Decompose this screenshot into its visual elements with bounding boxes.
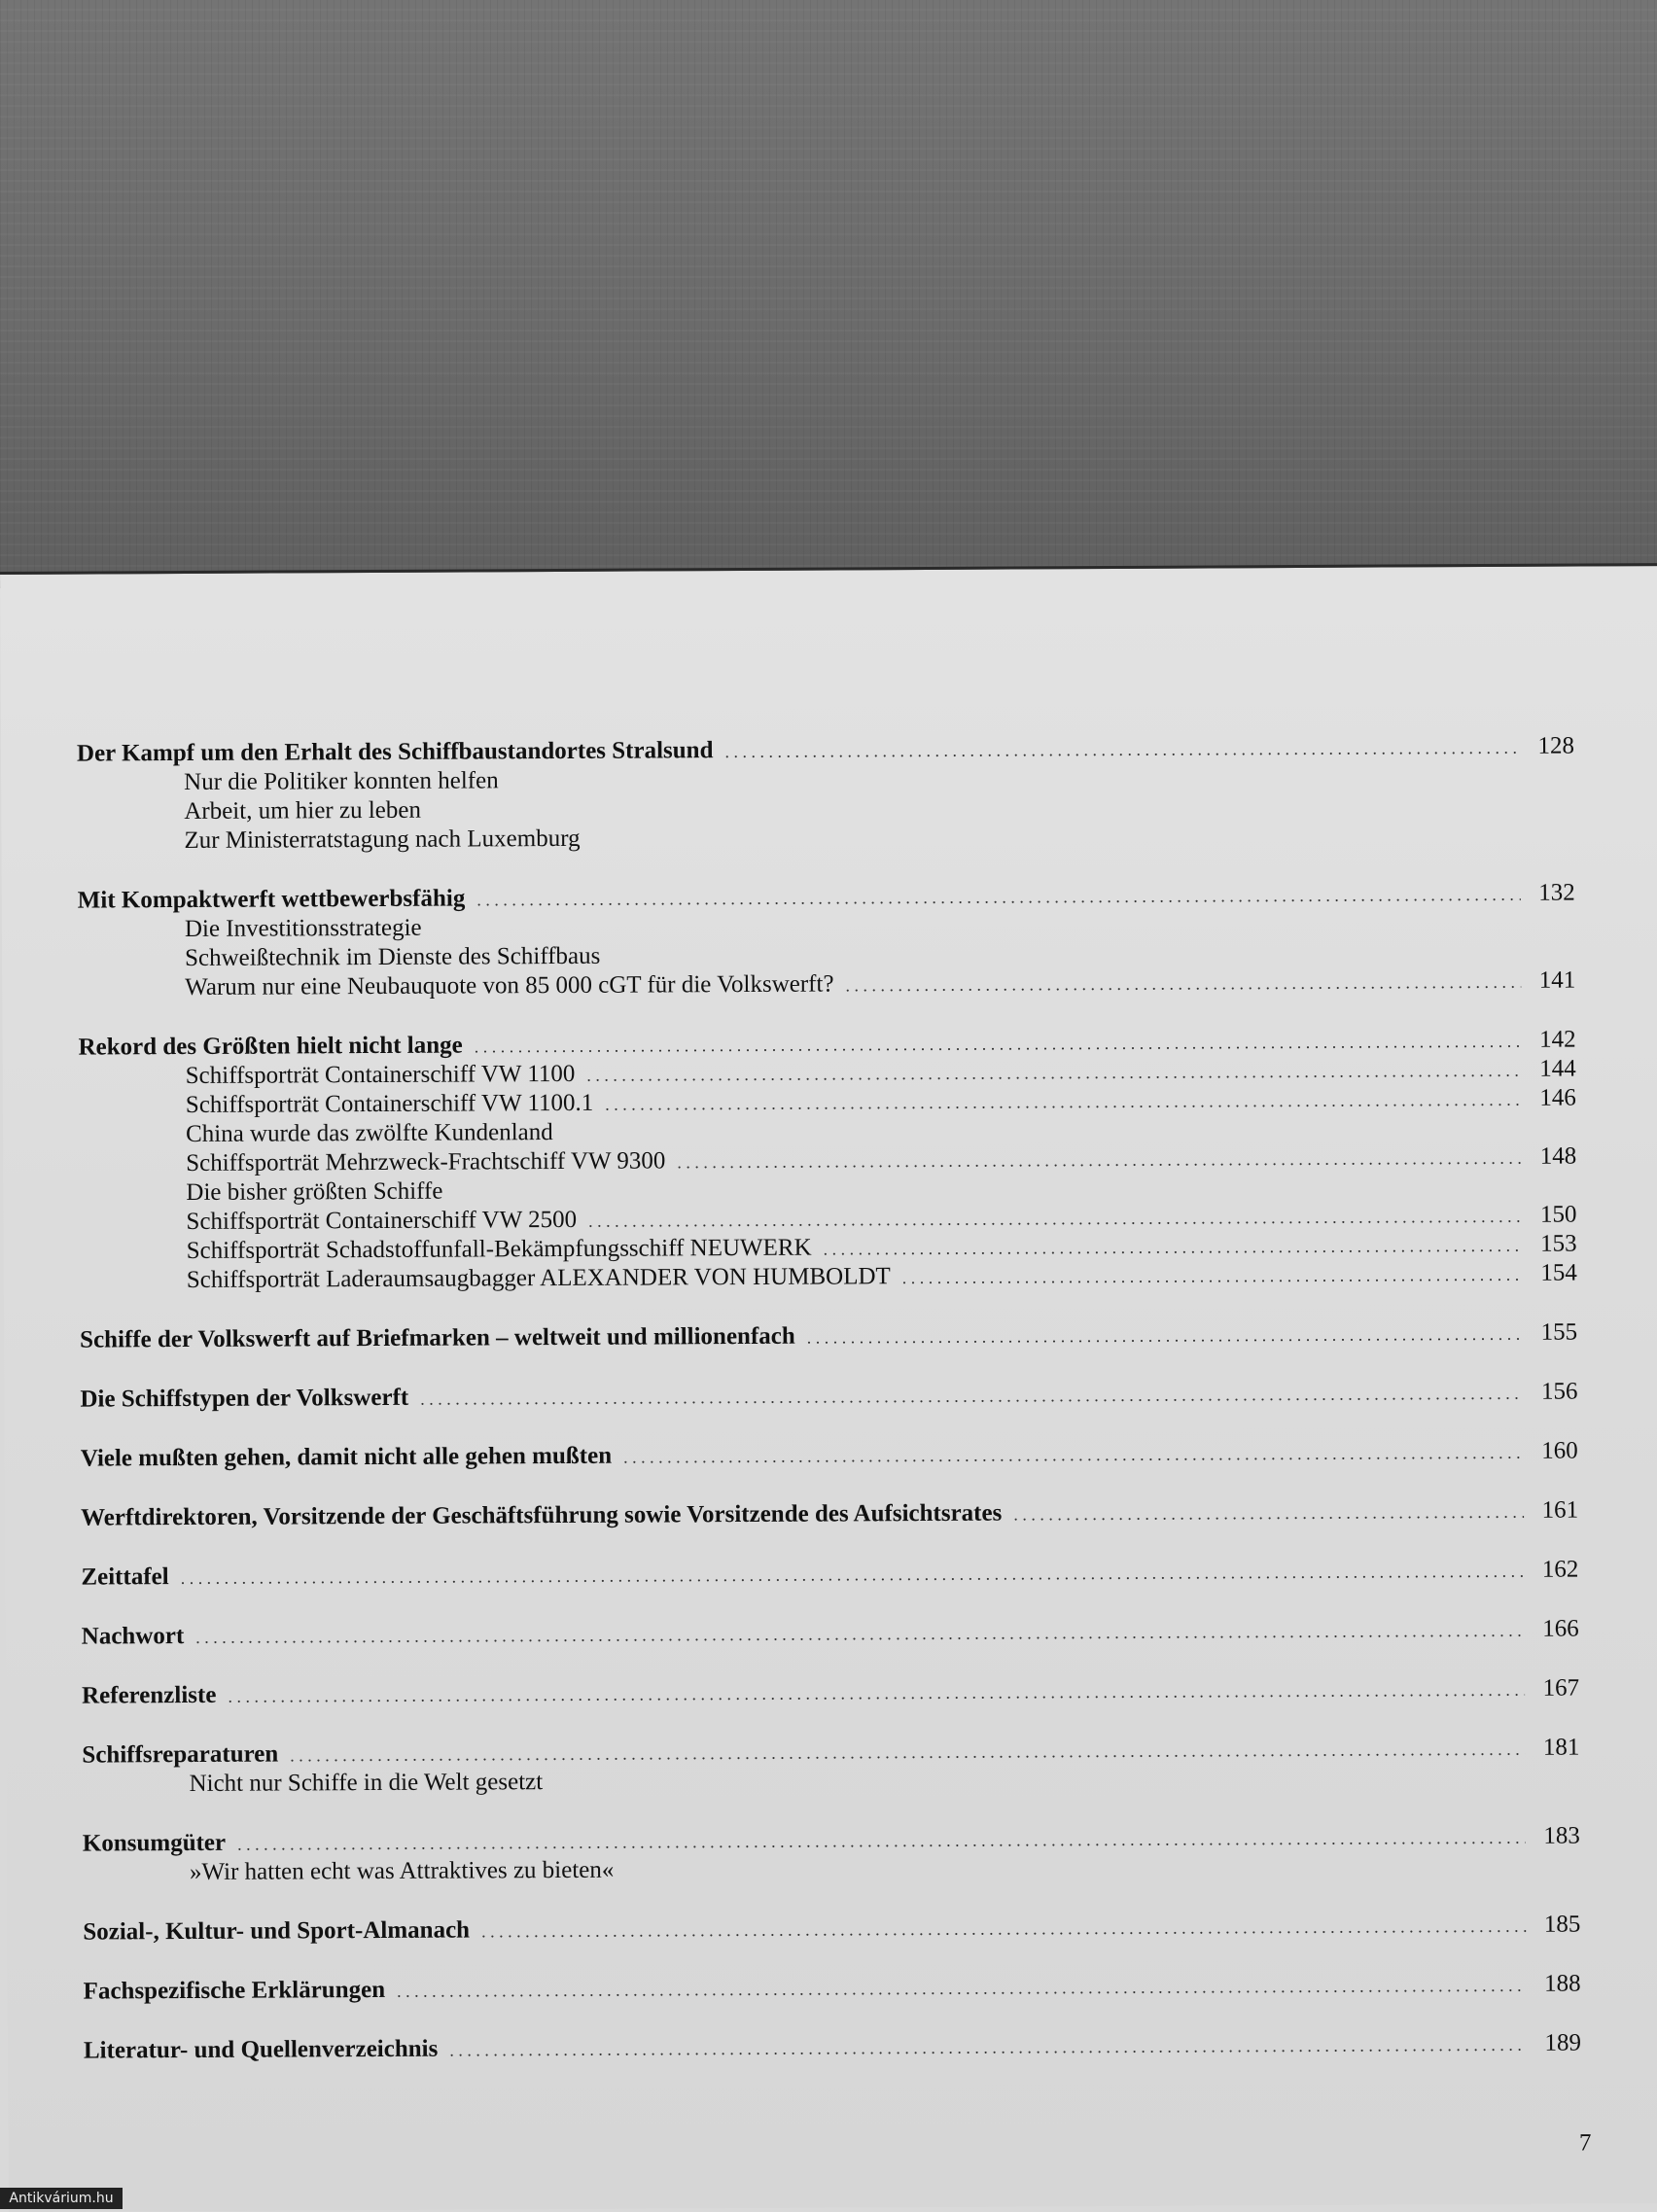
entry-page-number: 188 [1544, 1970, 1581, 1997]
entry-page-number: 183 [1543, 1822, 1580, 1849]
table-of-contents [77, 732, 1581, 2066]
contents-page [0, 563, 1657, 2212]
entry-page-number: 142 [1538, 1026, 1576, 1053]
dot-leader [807, 1318, 1524, 1352]
entry-page-number: 185 [1543, 1911, 1581, 1938]
entry-title: Konsumgüter [82, 1829, 227, 1857]
dot-leader [481, 1911, 1526, 1947]
entry-title: Viele mußten gehen, damit nicht alle gehen mußten [80, 1442, 613, 1472]
entry-title: Der Kampf um den Erhalt des Schiffbaustandortes Stralsund [76, 737, 714, 767]
entry-title: Schiffsreparaturen [82, 1740, 279, 1769]
dot-leader [449, 2029, 1527, 2065]
entry-page-number: 154 [1540, 1259, 1577, 1286]
watermark: Antikvárium.hu [0, 2188, 123, 2209]
entry-page-number: 160 [1541, 1437, 1578, 1464]
entry-title: Fachspezifische Erklärungen [83, 1976, 386, 2005]
dot-leader [902, 1259, 1523, 1292]
entry-title: Literatur- und Quellenverzeichnis [83, 2035, 439, 2064]
entry-title: Warum nur eine Neubauquote von 85 000 cGT für die Volkswerft? [185, 970, 834, 1001]
entry-page-number: 128 [1537, 732, 1575, 759]
entry-title: Zur Ministerratstagung nach Luxemburg [184, 825, 581, 855]
entry-title: Schiffsporträt Containerschiff VW 1100 [185, 1060, 576, 1090]
dot-leader [677, 1142, 1522, 1177]
dot-leader [420, 1378, 1523, 1414]
entry-page-number: 167 [1542, 1674, 1580, 1702]
dot-leader [290, 1734, 1525, 1771]
entry-title: Sozial-, Kultur- und Sport-Almanach [83, 1916, 471, 1946]
dot-leader [605, 1084, 1522, 1119]
dot-leader [724, 732, 1520, 766]
entry-title: Nur die Politiker konnten helfen [184, 767, 499, 796]
entry-title: Schweißtechnik im Dienste des Schiffbaus [185, 942, 601, 972]
dot-leader [476, 879, 1521, 915]
dot-leader [824, 1230, 1523, 1264]
entry-page-number: 166 [1542, 1615, 1579, 1642]
entry-title: Nicht nur Schiffe in die Welt gesetzt [189, 1769, 544, 1797]
entry-page-number: 156 [1540, 1378, 1578, 1405]
entry-page-number: 161 [1541, 1496, 1579, 1524]
dot-leader [623, 1437, 1524, 1472]
entry-page-number: 132 [1538, 879, 1575, 906]
entry-page-number: 155 [1540, 1318, 1578, 1346]
dot-leader [845, 966, 1521, 1001]
entry-title: Rekord des Größten hielt nicht lange [78, 1032, 463, 1061]
entry-title: China wurde das zwölfte Kundenland [185, 1119, 553, 1148]
dot-leader [397, 1970, 1527, 2006]
entry-page-number: 162 [1541, 1556, 1579, 1583]
entry-page-number: 146 [1539, 1084, 1576, 1111]
entry-title: Schiffsporträt Mehrzweck-Frachtschiff VW 9300 [186, 1147, 666, 1177]
entry-title: Schiffsporträt Containerschiff VW 2500 [186, 1206, 578, 1236]
entry-title: Die Investitionsstrategie [184, 914, 422, 943]
dot-leader [1013, 1496, 1524, 1529]
entry-title: Referenzliste [81, 1681, 217, 1709]
entry-page-number: 144 [1539, 1055, 1576, 1082]
entry-title: Mit Kompaktwerft wettbewerbsfähig [77, 885, 466, 914]
entry-title: Die bisher größten Schiffe [186, 1177, 443, 1207]
entry-title: »Wir hatten echt was Attraktives zu bieten« [189, 1856, 615, 1885]
entry-title: Werftdirektoren, Vorsitzende der Geschäftsführung sowie Vorsitzende des Aufsichtsrates [81, 1499, 1003, 1531]
entry-title: Schiffsporträt Containerschiff VW 1100.1 [185, 1089, 594, 1119]
entry-page-number: 148 [1539, 1142, 1577, 1170]
entry-page-number: 189 [1544, 2029, 1582, 2056]
entry-page-number: 150 [1539, 1201, 1577, 1228]
entry-title: Nachwort [81, 1623, 185, 1650]
entry-page-number: 153 [1540, 1230, 1577, 1257]
entry-page-number: 141 [1538, 966, 1576, 994]
entry-page-number: 181 [1542, 1734, 1580, 1761]
entry-title: Schiffe der Volkswerft auf Briefmarken – weltweit und millionenfach [80, 1322, 795, 1353]
entry-title: Schiffsporträt Laderaumsaugbagger ALEXANDER VON HUMBOLDT [186, 1263, 891, 1294]
entry-title: Zeittafel [81, 1563, 169, 1591]
book-cover-background [0, 0, 1657, 588]
entry-title: Schiffsporträt Schadstoffunfall-Bekämpfungsschiff NEUWERK [186, 1234, 812, 1265]
entry-title: Die Schiffstypen der Volkswerft [80, 1384, 409, 1413]
entry-title: Arbeit, um hier zu leben [184, 796, 422, 825]
page-number: 7 [1578, 2129, 1592, 2157]
